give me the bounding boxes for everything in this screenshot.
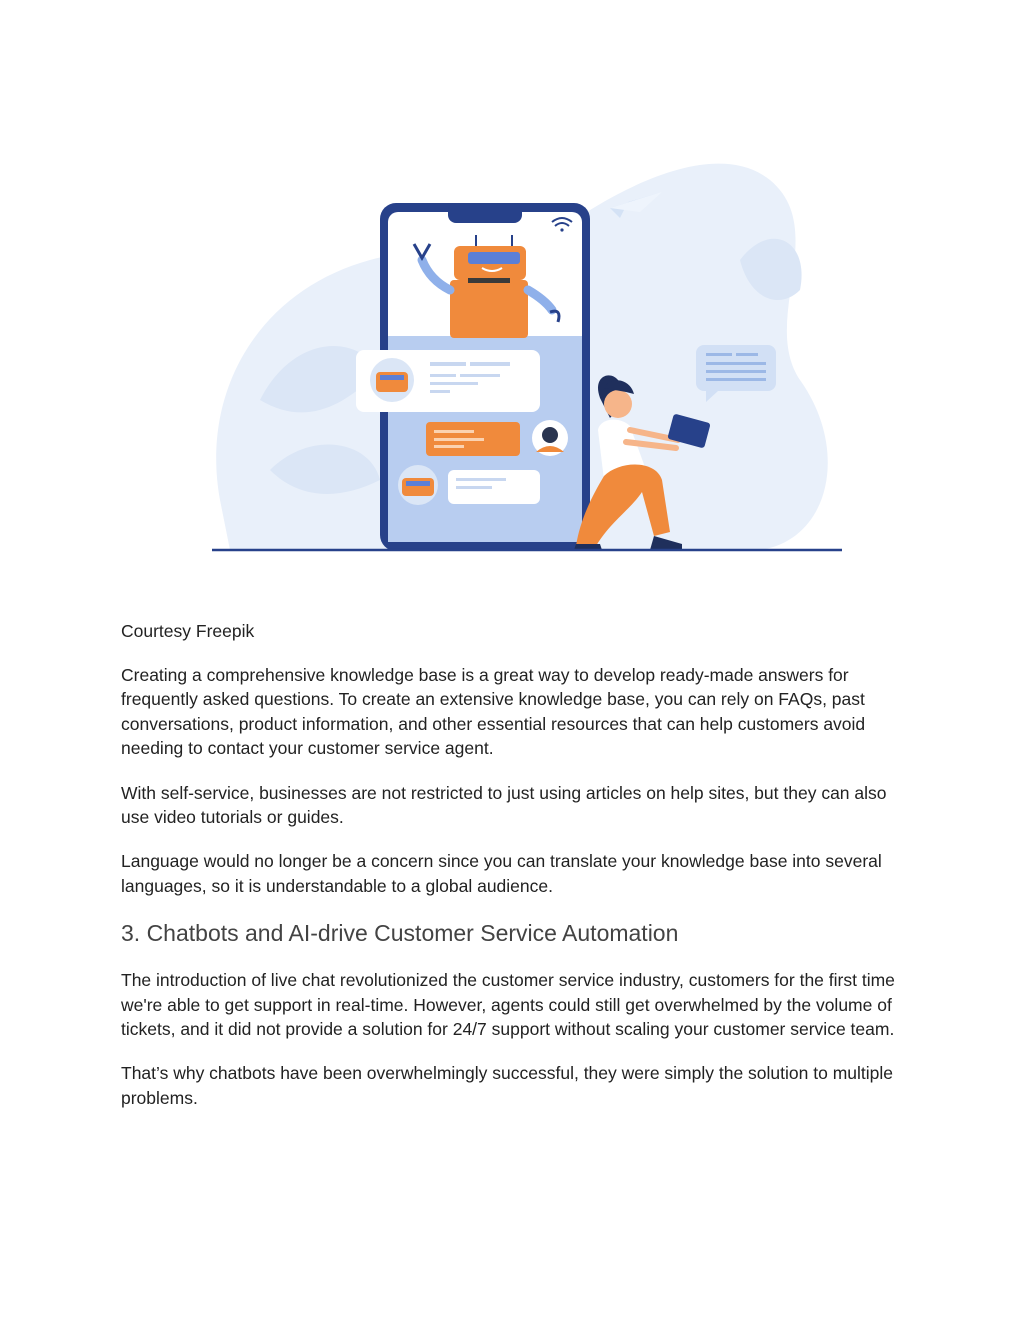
image-caption: Courtesy Freepik bbox=[121, 621, 255, 641]
paragraph-language: Language would no longer be a concern since you can translate your knowledge base into several languages, so it is understandable to a global audience. bbox=[121, 851, 882, 896]
section-heading: 3. Chatbots and AI-drive Customer Service Automation bbox=[121, 920, 679, 947]
chatbot-illustration bbox=[200, 140, 850, 560]
chatbot-phone-icon bbox=[200, 140, 850, 560]
article-body bbox=[121, 619, 911, 1130]
paragraph-knowledge-base: Creating a comprehensive knowledge base is a great way to develop ready-made answers for frequently asked questions. To create an extensive knowledge base, you can rely on FAQs, past conversations, product information, and other essential resources that can help customers avoid needing to contact your customer service agent. bbox=[121, 665, 866, 759]
paragraph-self-service: With self-service, businesses are not restricted to just using articles on help sites, but they can also use video tutorials or guides. bbox=[121, 782, 887, 828]
paragraph-chatbots: That’s why chatbots have been overwhelmingly successful, they were simply the solution to multiple problems. bbox=[121, 1063, 893, 1108]
paragraph-live-chat: The introduction of live chat revolutionized the customer service industry, customers for the first time we're able to get support in real-time. However, agents could still get overwhelmed by the volume of tickets, and it did not provide a solution for 24/7 support without scaling your customer service team. bbox=[121, 970, 895, 1040]
